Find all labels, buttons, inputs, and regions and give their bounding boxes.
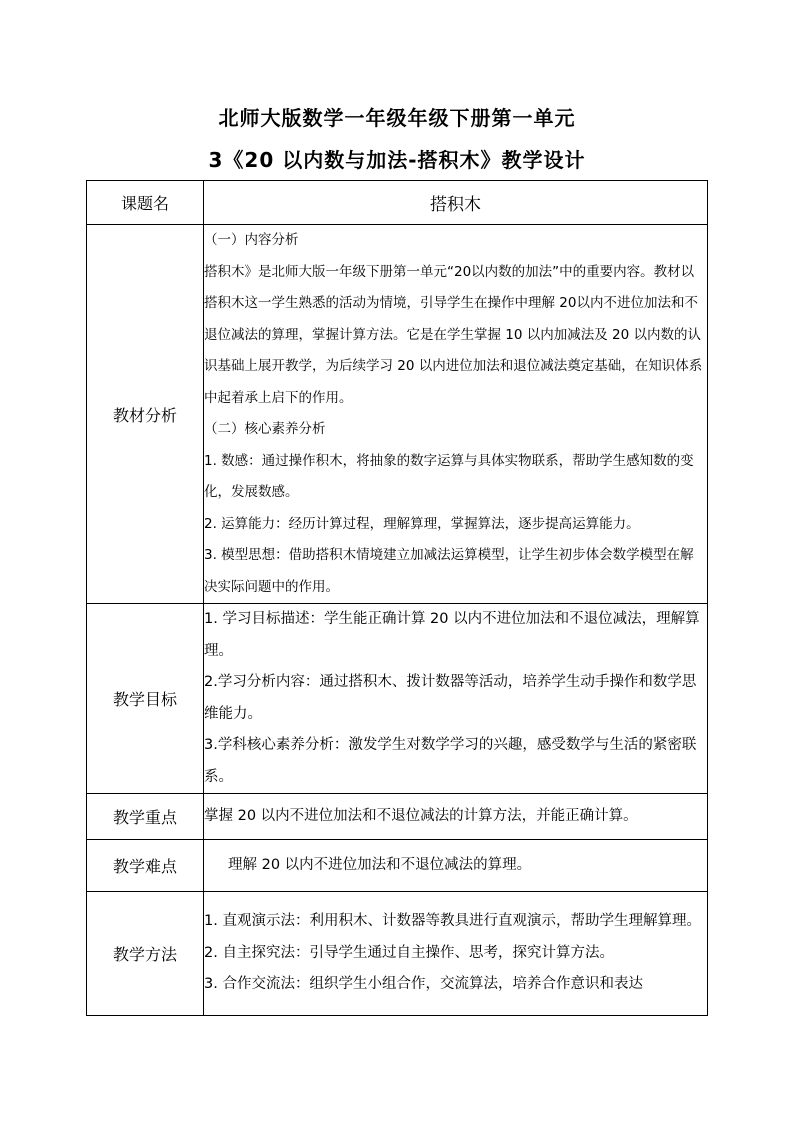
paragraph: 1. 直观演示法：利用积木、计数器等教具进行直观演示，帮助学生理解算理。 — [204, 913, 701, 930]
topic-value: 搭积木 — [204, 181, 708, 225]
topic-label: 课题名 — [87, 181, 204, 225]
row-label-teaching-methods: 教学方法 — [87, 892, 204, 1016]
paragraph: 2. 运算能力：经历计算过程，理解算理，掌握算法，逐步提高运算能力。 — [204, 515, 640, 532]
paragraph: 1. 学习目标描述：学生能正确计算 20 以内不进位加法和不退位减法，理解算理。 — [204, 611, 700, 659]
table-header-row — [87, 181, 708, 225]
paragraph: 理解 20 以内不进位加法和不退位减法的算理。 — [228, 856, 532, 873]
document-subtitle: 3《20 以内数与加法-搭积木》教学设计 — [208, 148, 586, 172]
paragraph: 3. 模型思想：借助搭积木情境建立加减法运算模型，让学生初步体会数学模型在解决实际问题中的作用。 — [204, 547, 694, 595]
table-row-difficult-points — [87, 840, 708, 892]
lesson-plan-table — [86, 180, 708, 1016]
paragraph: （一）内容分析 — [204, 232, 299, 248]
paragraph: 2.学习分析内容：通过搭积木、拨计数器等活动，培养学生动手操作和数学思维能力。 — [204, 674, 697, 722]
paragraph: 搭积木》是北师大版一年级下册第一单元“20以内数的加法”中的重要内容。教材以搭积木这一学生熟悉的活动为情境，引导学生在操作中理解 20以内不进位加法和不退位减法的算理，掌握计算方法。它是在学生掌握 10 以内加减法及 20 以内数的认识基础上展开教学，为后续学习 20 以内进位加法和退位减法奠定基础，在知识体系中起着承上启下的作用。 — [204, 263, 703, 406]
row-content-teaching-methods — [204, 892, 708, 1016]
table-row-key-points — [87, 794, 708, 840]
paragraph: 3. 合作交流法：组织学生小组合作，交流算法，培养合作意识和表达 — [204, 976, 643, 993]
table-row-material-analysis — [87, 225, 708, 604]
row-label-material-analysis: 教材分析 — [87, 225, 204, 604]
table-row-teaching-methods — [87, 892, 708, 1016]
row-label-teaching-objectives: 教学目标 — [87, 604, 204, 794]
paragraph: 掌握 20 以内不进位加法和不退位减法的计算方法，并能正确计算。 — [204, 807, 638, 824]
row-label-key-points: 教学重点 — [87, 794, 204, 840]
paragraph: 2. 自主探究法：引导学生通过自主操作、思考，探究计算方法。 — [204, 944, 614, 961]
row-content-difficult-points — [204, 840, 708, 892]
paragraph: 1. 数感：通过操作积木，将抽象的数字运算与具体实物联系，帮助学生感知数的变化，发展数感。 — [204, 452, 694, 500]
row-content-teaching-objectives — [204, 604, 708, 794]
row-content-material-analysis — [204, 225, 708, 604]
document-title: 北师大版数学一年级年级下册第一单元 — [218, 106, 576, 130]
row-label-difficult-points: 教学难点 — [87, 840, 204, 892]
paragraph: （二）核心素养分析 — [204, 421, 326, 437]
row-content-key-points — [204, 794, 708, 840]
paragraph: 3.学科核心素养分析：激发学生对数学学习的兴趣，感受数学与生活的紧密联系。 — [204, 737, 697, 785]
table-row-teaching-objectives — [87, 604, 708, 794]
